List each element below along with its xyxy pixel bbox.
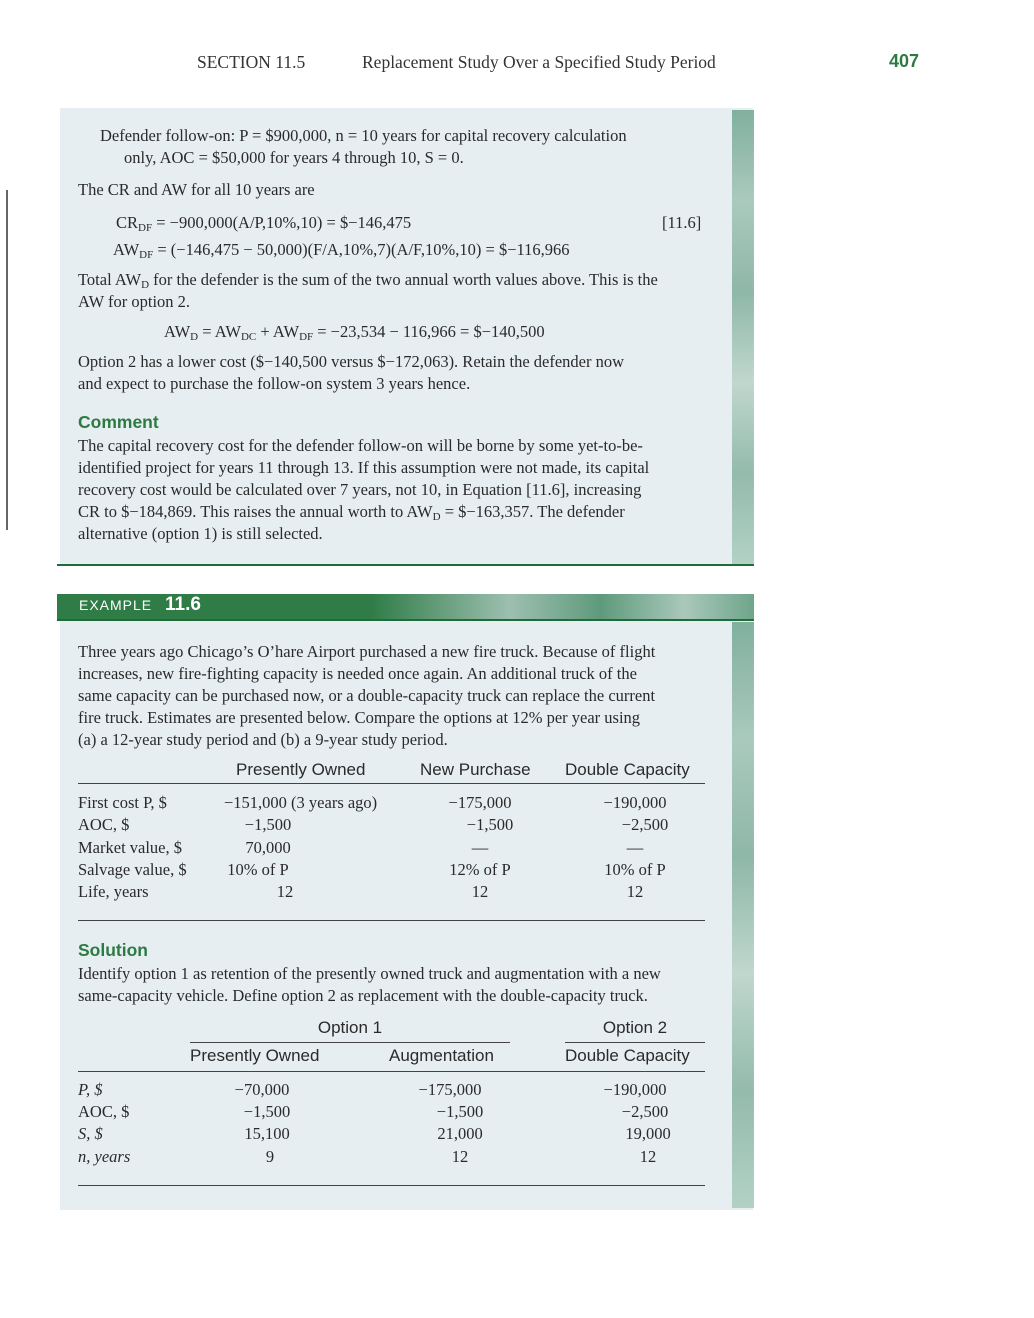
- eq-part: CR: [116, 213, 139, 232]
- table-rule: [78, 920, 705, 921]
- table-header: Augmentation: [389, 1046, 494, 1065]
- text-line: [78, 269, 658, 291]
- table-row-label: [78, 1123, 103, 1145]
- text-line: identified project for years 11 through 13. If this assumption were not made, its capital: [78, 458, 650, 477]
- table-cell: 10% of P: [227, 860, 289, 879]
- table-cell: 12: [451, 1147, 469, 1166]
- text-part: = $−163,357. The defender: [440, 502, 625, 521]
- eq-sub: DF: [299, 331, 314, 343]
- text-line: same-capacity vehicle. Define option 2 as replacement with the double-capacity truck.: [78, 986, 648, 1005]
- table-cell: 70,000: [245, 838, 291, 857]
- table-row-label: First cost P, $: [78, 793, 167, 812]
- eq-part: = −900,000(A/P,10%,10) = $−146,475: [152, 213, 412, 232]
- table-cell: −190,000: [603, 793, 667, 812]
- text-line: same capacity can be purchased now, or a double-capacity truck can replace the current: [78, 686, 656, 705]
- section-title: Replacement Study Over a Specified Study Period: [362, 52, 716, 72]
- text-line: Three years ago Chicago’s O’hare Airport purchased a new fire truck. Because of flight: [78, 642, 656, 661]
- table-row-label: Market value, $: [78, 838, 183, 857]
- comment-heading: Comment: [78, 412, 159, 432]
- table-rule: [78, 783, 705, 784]
- table-cell: −2,500: [621, 815, 669, 834]
- row-label-text: n, years: [78, 1147, 131, 1166]
- text-line: The capital recovery cost for the defender follow-on will be borne by some yet-to-be-: [78, 436, 643, 455]
- table-row-label: AOC, $: [78, 1102, 130, 1121]
- equation-aw: [113, 239, 570, 261]
- table-cell: —: [471, 838, 489, 857]
- page-header: [0, 52, 1034, 76]
- text-line: only, AOC = $50,000 for years 4 through 10, S = 0.: [124, 148, 464, 167]
- text-line: Defender follow-on: P = $900,000, n = 10 years for capital recovery calculation: [100, 126, 627, 145]
- table-header: Presently Owned: [190, 1046, 320, 1065]
- eq-sub: DC: [240, 331, 257, 343]
- eq-part: AW: [164, 322, 191, 341]
- text-line: Identify option 1 as retention of the presently owned truck and augmentation with a new: [78, 964, 661, 983]
- text-line: fire truck. Estimates are presented below. Compare the options at 12% per year using: [78, 708, 641, 727]
- table-row-label: [78, 1079, 102, 1101]
- example-label: EXAMPLE: [79, 597, 153, 613]
- text-part: Total AW: [78, 270, 142, 289]
- binding-edge-mark: [6, 190, 8, 530]
- table-rule: [78, 1185, 705, 1186]
- table-cell: −1,500: [436, 1102, 484, 1121]
- eq-part: + AW: [256, 322, 300, 341]
- table-cell: 12: [626, 882, 644, 901]
- table-header: Double Capacity: [565, 1046, 690, 1065]
- text-line: increases, new fire-fighting capacity is needed once again. An additional truck of the: [78, 664, 637, 683]
- equation-cr: [116, 212, 411, 234]
- table-cell: −1,500: [466, 815, 514, 834]
- example-banner-underline: [57, 619, 754, 621]
- equation-awd: [164, 321, 545, 343]
- eq-sub: D: [190, 331, 199, 343]
- table-cell: 12: [639, 1147, 657, 1166]
- table-header: New Purchase: [420, 760, 531, 779]
- equation-reference: [11.6]: [662, 213, 702, 232]
- text-part: CR to $−184,869. This raises the annual worth to AW: [78, 502, 433, 521]
- text-sub: D: [141, 279, 150, 291]
- table-cell: 19,000: [625, 1124, 671, 1143]
- row-label-text: S, $: [78, 1124, 103, 1143]
- eq-part: = −23,534 − 116,966 = $−140,500: [313, 322, 545, 341]
- table-cell: 9: [265, 1147, 275, 1166]
- table-cell: −2,500: [621, 1102, 669, 1121]
- eq-part: AW: [113, 240, 140, 259]
- text-line: (a) a 12-year study period and (b) a 9-year study period.: [78, 730, 448, 749]
- page-number: 407: [889, 51, 920, 71]
- text-line: recovery cost would be calculated over 7 years, not 10, in Equation [11.6], increasing: [78, 480, 642, 499]
- table-cell: 12: [276, 882, 294, 901]
- table-header: Double Capacity: [565, 760, 690, 779]
- example-banner: [57, 594, 754, 620]
- table-cell: −70,000: [234, 1080, 290, 1099]
- table-cell: —: [626, 838, 644, 857]
- table-rule: [565, 1042, 705, 1043]
- text-line: [78, 501, 625, 523]
- eq-part: = AW: [198, 322, 241, 341]
- section-divider: [57, 564, 754, 566]
- table-cell: −175,000: [418, 1080, 482, 1099]
- table-rule: [190, 1042, 510, 1043]
- table-cell: 12% of P: [449, 860, 511, 879]
- text-line: and expect to purchase the follow-on system 3 years hence.: [78, 374, 471, 393]
- example-number: 11.6: [165, 594, 201, 615]
- table-cell: −1,500: [243, 1102, 291, 1121]
- text-line: The CR and AW for all 10 years are: [78, 180, 315, 199]
- table-row-label: [78, 1146, 130, 1168]
- row-label-text: P, $: [78, 1080, 103, 1099]
- decorative-edge-strip: [732, 110, 754, 564]
- table-row-label: AOC, $: [78, 815, 130, 834]
- table-rule: [78, 1071, 705, 1072]
- table-cell: −190,000: [603, 1080, 667, 1099]
- eq-sub: DF: [139, 249, 154, 261]
- section-label: SECTION 11.5: [197, 52, 306, 72]
- eq-sub: DF: [138, 222, 153, 234]
- text-sub: D: [432, 511, 441, 523]
- table-row-label: Life, years: [78, 882, 149, 901]
- table-cell: 10% of P: [604, 860, 666, 879]
- text-line: Option 2 has a lower cost ($−140,500 versus $−172,063). Retain the defender now: [78, 352, 625, 371]
- table-cell: −1,500: [244, 815, 292, 834]
- table-cell: −151,000 (3 years ago): [224, 793, 378, 812]
- text-line: alternative (option 1) is still selected.: [78, 524, 323, 543]
- text-part: for the defender is the sum of the two annual worth values above. This is the: [149, 270, 658, 289]
- table-cell: 15,100: [244, 1124, 290, 1143]
- table-row-label: Salvage value, $: [78, 860, 187, 879]
- eq-part: = (−146,475 − 50,000)(F/A,10%,7)(A/F,10%,10) = $−116,966: [153, 240, 570, 259]
- table-header: Presently Owned: [236, 760, 366, 779]
- table-group-header: Option 2: [602, 1018, 668, 1037]
- table-cell: 21,000: [437, 1124, 483, 1143]
- text-line: AW for option 2.: [78, 292, 191, 311]
- table-group-header: Option 1: [317, 1018, 383, 1037]
- decorative-edge-strip: [732, 622, 754, 1208]
- table-cell: −175,000: [448, 793, 512, 812]
- table-cell: 12: [471, 882, 489, 901]
- solution-heading: Solution: [78, 940, 148, 960]
